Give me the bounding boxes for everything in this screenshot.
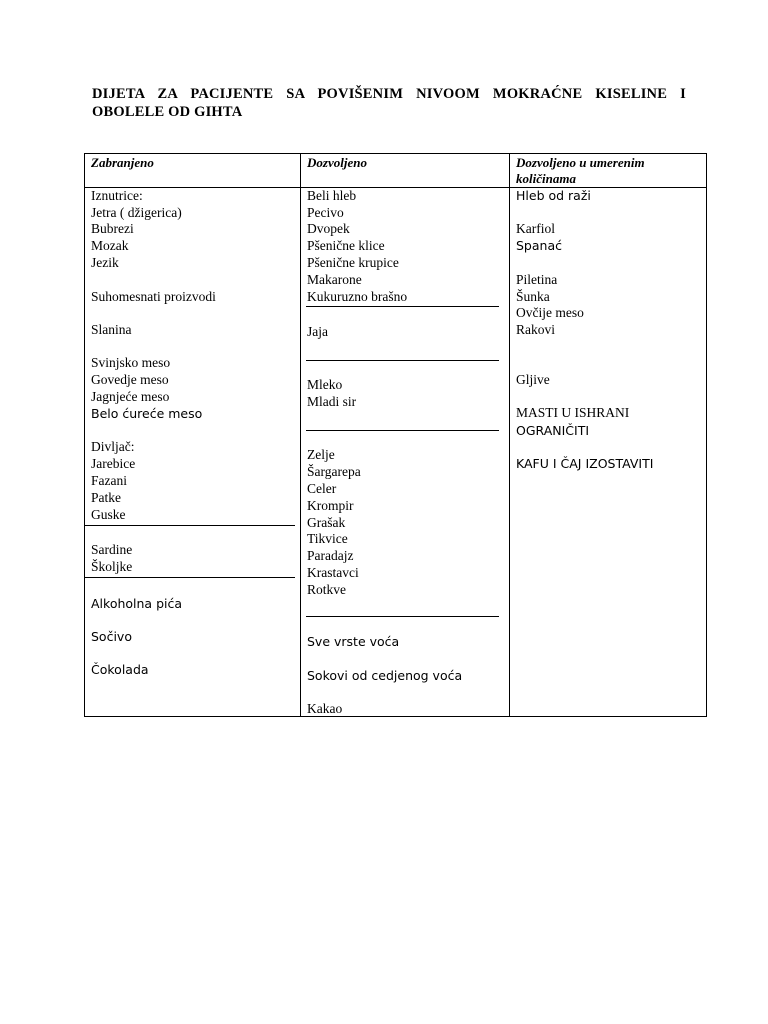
diet-table: [84, 153, 707, 717]
forbidden-item: Slanina: [91, 322, 132, 337]
moderate-item: MASTI U ISHRANI: [516, 405, 630, 420]
forbidden-item: Govedje meso: [91, 372, 169, 387]
forbidden-item: Alkoholna pića: [91, 596, 183, 611]
column-divider: [300, 154, 301, 716]
allowed-item: Pšenične krupice: [307, 255, 399, 270]
moderate-item: OGRANIČITI: [516, 423, 590, 438]
forbidden-item: Fazani: [91, 473, 127, 488]
forbidden-item: Čokolada: [91, 662, 149, 677]
forbidden-item: Patke: [91, 490, 121, 505]
forbidden-item: Jagnjeće meso: [91, 389, 170, 404]
group-separator: [306, 360, 499, 361]
title-line-2: OBOLELE OD GIHTA: [92, 103, 243, 120]
group-separator: [306, 430, 499, 431]
allowed-item: Paradajz: [307, 548, 354, 563]
column-moderate: [516, 154, 704, 716]
allowed-item: Grašak: [307, 515, 346, 530]
forbidden-item: Guske: [91, 507, 126, 522]
forbidden-item: Belo ćureće meso: [91, 406, 203, 421]
allowed-item: Šargarepa: [307, 464, 361, 479]
allowed-item: Tikvice: [307, 531, 348, 546]
moderate-item: Karfiol: [516, 221, 555, 236]
forbidden-item: Sardine: [91, 542, 133, 557]
group-separator: [306, 306, 499, 307]
allowed-item: Krastavci: [307, 565, 359, 580]
allowed-item: Celer: [307, 481, 337, 496]
allowed-item: Kukuruzno brašno: [307, 289, 408, 304]
forbidden-item: Svinjsko meso: [91, 355, 171, 370]
allowed-item: Sokovi od cedjenog voća: [307, 668, 463, 683]
moderate-item: Spanać: [516, 238, 562, 253]
allowed-item: Sve vrste voća: [307, 634, 400, 649]
allowed-item: Pecivo: [307, 205, 344, 220]
allowed-item: Mleko: [307, 377, 343, 392]
moderate-item: Ovčije meso: [516, 305, 584, 320]
allowed-item: Kakao: [307, 701, 343, 716]
forbidden-item: Divljač:: [91, 439, 135, 454]
forbidden-item: Mozak: [91, 238, 129, 253]
column-forbidden: [91, 154, 297, 716]
header-moderate: Dozvoljeno u umerenim količinama: [516, 155, 645, 186]
group-separator: [85, 577, 295, 578]
forbidden-item: Školjke: [91, 559, 133, 574]
group-separator: [306, 616, 499, 617]
forbidden-item: Sočivo: [91, 629, 132, 644]
forbidden-item: Bubrezi: [91, 221, 134, 236]
column-allowed: [307, 154, 503, 716]
allowed-item: Jaja: [307, 324, 328, 339]
moderate-item: Šunka: [516, 289, 550, 304]
forbidden-item: Jarebice: [91, 456, 136, 471]
allowed-item: Krompir: [307, 498, 354, 513]
moderate-item: Piletina: [516, 272, 558, 287]
moderate-item: Gljive: [516, 372, 550, 387]
allowed-item: Dvopek: [307, 221, 350, 236]
allowed-item: Makarone: [307, 272, 362, 287]
header-allowed: Dozvoljeno: [307, 155, 367, 170]
header-forbidden: Zabranjeno: [91, 155, 154, 170]
column-divider: [509, 154, 510, 716]
allowed-item: Rotkve: [307, 582, 346, 597]
forbidden-item: Iznutrice:: [91, 188, 143, 203]
title-line-1: DIJETA ZA PACIJENTE SA POVIŠENIM NIVOOM MOKRAĆNE KISELINE I: [92, 86, 686, 102]
group-separator: [85, 525, 295, 526]
forbidden-item: Jezik: [91, 255, 119, 270]
moderate-item: Rakovi: [516, 322, 555, 337]
forbidden-item: Jetra ( džigerica): [91, 205, 182, 220]
forbidden-item: Suhomesnati proizvodi: [91, 289, 216, 304]
moderate-item: Hleb od raži: [516, 188, 591, 203]
allowed-item: Pšenične klice: [307, 238, 385, 253]
document-title: [92, 86, 686, 121]
allowed-item: Zelje: [307, 447, 335, 462]
allowed-item: Mladi sir: [307, 394, 357, 409]
allowed-item: Beli hleb: [307, 188, 357, 203]
moderate-item: KAFU I ČAJ IZOSTAVITI: [516, 456, 654, 471]
